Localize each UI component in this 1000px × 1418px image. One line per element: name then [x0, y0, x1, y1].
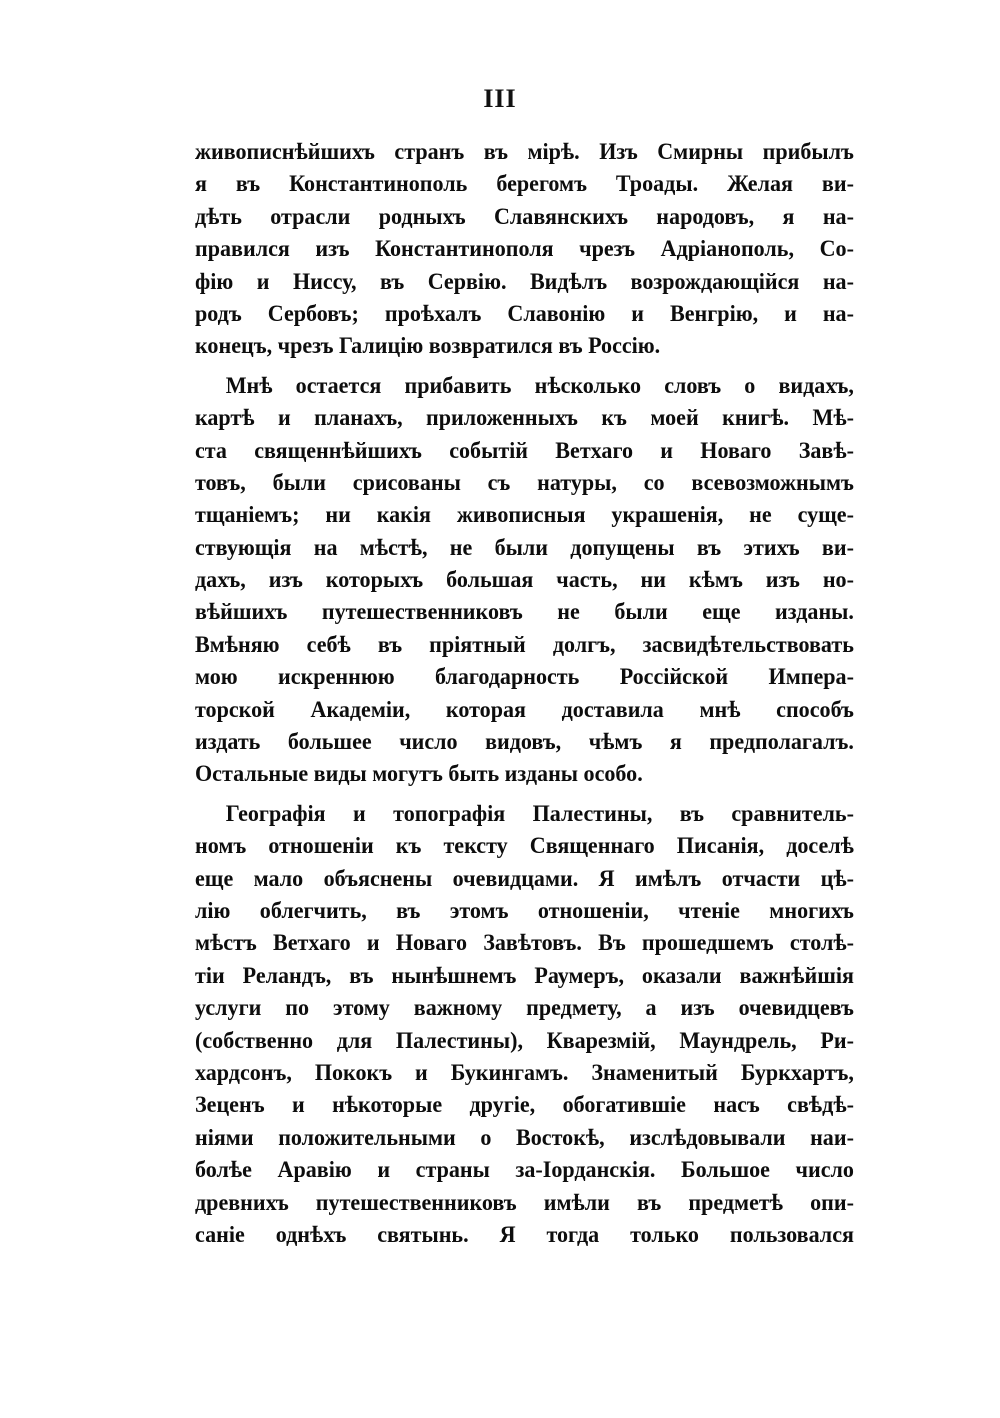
text-line: вѣйшихъ путешественниковъ не были еще изданы.	[195, 599, 854, 625]
text-line: Зеценъ и нѣкоторые другіе, обогатившіе насъ свѣдѣ-	[195, 1092, 854, 1118]
text-line: (собственно для Палестины), Кварезмій, Маундрель, Ри-	[195, 1027, 854, 1053]
text-line: правился изъ Константинополя чрезъ Адріанополь, Со-	[195, 236, 854, 262]
page-number: III	[483, 84, 517, 113]
paragraph-1	[195, 136, 855, 363]
text-line: родъ Сербовъ; проѣхалъ Славонію и Венгрію, и на-	[195, 300, 854, 326]
paragraph-gap	[195, 363, 855, 370]
text-line: услуги по этому важному предмету, а изъ очевидцевъ	[195, 995, 854, 1021]
text-line: издать большее число видовъ, чѣмъ я предполагалъ.	[195, 729, 854, 755]
text-line: мѣстъ Ветхаго и Новаго Завѣтовъ. Въ прошедшемъ столѣ-	[195, 930, 854, 956]
text-line: лію облегчить, въ этомъ отношеніи, чтеніе многихъ	[195, 897, 854, 923]
text-line: картѣ и планахъ, приложенныхъ къ моей книгѣ. Мѣ-	[195, 405, 854, 431]
text-line: дѣть отрасли родныхъ Славянскихъ народовъ, я на-	[195, 203, 854, 229]
text-line: ста священнѣйшихъ событій Ветхаго и Новаго Завѣ-	[195, 437, 854, 463]
body-text	[195, 136, 855, 1251]
text-line: ніями положительными о Востокѣ, изслѣдовывали наи-	[195, 1124, 854, 1150]
text-line: тіи Реландъ, въ нынѣшнемъ Раумеръ, оказали важнѣйшія	[195, 962, 854, 988]
text-line: Мнѣ остается прибавить нѣсколько словъ о видахъ,	[225, 372, 854, 398]
paragraph-3	[195, 798, 855, 1251]
text-line: живописнѣйшихъ странъ въ мірѣ. Изъ Смирны прибылъ	[195, 139, 854, 164]
text-line: Вмѣняю себѣ въ пріятный долгъ, засвидѣтельствовать	[195, 631, 854, 657]
text-line: товъ, были срисованы съ натуры, со всевозможнымъ	[195, 469, 854, 495]
text-line: еще мало объяснены очевидцами. Я имѣлъ отчасти цѣ-	[195, 865, 854, 891]
text-line: древнихъ путешественниковъ имѣли въ предметѣ опи-	[195, 1189, 854, 1215]
text-line: дахъ, изъ которыхъ большая часть, ни кѣмъ изъ но-	[195, 567, 854, 593]
text-line: болѣе Аравію и страны за-Іорданскія. Большое число	[195, 1157, 854, 1183]
text-line: мою искреннюю благодарность Россійской Импера-	[195, 664, 854, 690]
text-line: Остальные виды могутъ быть изданы особо.	[195, 761, 643, 787]
paragraph-2	[195, 370, 855, 791]
text-line: номъ отношеніи къ тексту Священнаго Писанія, доселѣ	[195, 833, 854, 859]
text-line: саніе однѣхъ святынь. Я тогда только пользовался	[195, 1221, 854, 1247]
text-line: конецъ, чрезъ Галицію возвратился въ Россію.	[195, 333, 661, 359]
paragraph-gap	[195, 791, 855, 798]
text-line: торской Академіи, которая доставила мнѣ способъ	[195, 696, 854, 722]
text-line: хардсонъ, Пококъ и Букингамъ. Знаменитый Буркхартъ,	[195, 1059, 854, 1085]
text-line: ствующія на мѣстѣ, не были допущены въ этихъ ви-	[195, 534, 854, 560]
text-line: я въ Константинополь берегомъ Троады. Желая ви-	[195, 171, 854, 197]
text-line: Географія и топографія Палестины, въ сравнитель-	[225, 800, 854, 826]
text-line: фію и Ниссу, въ Сервію. Видѣлъ возрождающійся на-	[195, 268, 854, 294]
text-line: тщаніемъ; ни какія живописныя украшенія, не суще-	[195, 502, 854, 528]
